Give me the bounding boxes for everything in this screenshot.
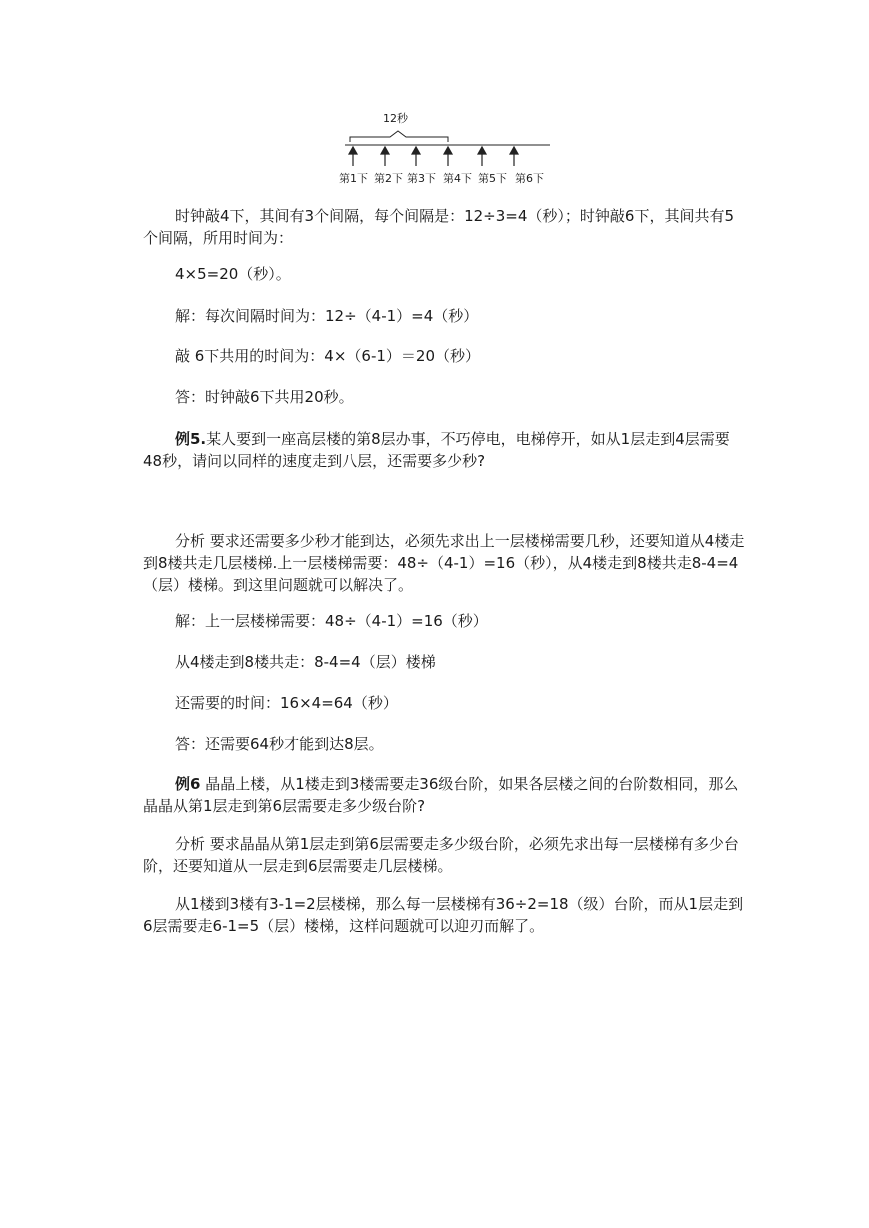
paragraph-solution-step1: 解：每次间隔时间为：12÷（4-1）=4（秒） xyxy=(175,307,479,325)
tick-label: 第6下 xyxy=(515,172,544,185)
paragraph-solution-step2: 敲 6下共用的时间为：4×（6-1）＝20（秒） xyxy=(175,347,481,365)
paragraph-solution-5-step3: 还需要的时间：16×4=64（秒） xyxy=(175,694,398,712)
paragraph-answer: 答：时钟敲6下共用20秒。 xyxy=(175,388,354,406)
paragraph-answer-5: 答：还需要64秒才能到达8层。 xyxy=(175,735,384,753)
paragraph-solution-6: 从1楼到3楼有3-1=2层楼梯，那么每一层楼梯有36÷2=18（级）台阶，而从1层走到6层需要走6-1=5（层）楼梯，这样问题就可以迎刃而解了。 xyxy=(143,895,744,935)
example-6-text: 晶晶上楼，从1楼走到3楼需要走36级台阶，如果各层楼之间的台阶数相同，那么晶晶从第1层走到第6层需要走多少级台阶? xyxy=(143,775,739,815)
tick-label: 第5下 xyxy=(478,172,507,185)
tick-arrows xyxy=(349,147,518,166)
example-6 xyxy=(143,773,745,817)
paragraph-solution-5-step1: 解：上一层楼梯需要：48÷（4-1）=16（秒） xyxy=(175,612,488,630)
paragraph-analysis-6: 分析 要求晶晶从第1层走到第6层需要走多少级台阶，必须先求出每一层楼梯有多少台阶，还要知道从一层走到6层需要走几层楼梯。 xyxy=(143,835,739,875)
clock-strike-diagram xyxy=(330,100,570,195)
brace xyxy=(350,131,448,142)
example-5 xyxy=(143,428,745,472)
paragraph-analysis-5: 分析 要求还需要多少秒才能到达，必须先求出上一层楼梯需要几秒，还要知道从4楼走到8楼共走几层楼梯.上一层楼梯需要：48÷（4-1）=16（秒），从4楼走到8楼共走8-4=4（层）楼梯。到这里问题就可以解决了。 xyxy=(143,532,745,594)
example-5-text: 某人要到一座高层楼的第8层办事，不巧停电，电梯停开，如从1层走到4层需要48秒，请问以同样的速度走到八层，还需要多少秒? xyxy=(143,430,730,470)
tick-label: 第2下 xyxy=(374,172,403,185)
tick-label: 第4下 xyxy=(443,172,472,185)
paragraph-calculation: 4×5=20（秒）。 xyxy=(175,265,291,283)
paragraph-solution-5-step2: 从4楼走到8楼共走：8-4=4（层）楼梯 xyxy=(175,653,436,671)
tick-label: 第3下 xyxy=(407,172,436,185)
tick-label: 第1下 xyxy=(339,172,368,185)
example-5-label: 例5. xyxy=(175,430,207,448)
brace-label: 12秒 xyxy=(383,112,408,125)
paragraph-interval-explanation: 时钟敲4下，其间有3个间隔，每个间隔是：12÷3=4（秒）；时钟敲6下，其间共有5个间隔，所用时间为： xyxy=(143,207,734,247)
example-6-label: 例6 xyxy=(175,775,201,793)
